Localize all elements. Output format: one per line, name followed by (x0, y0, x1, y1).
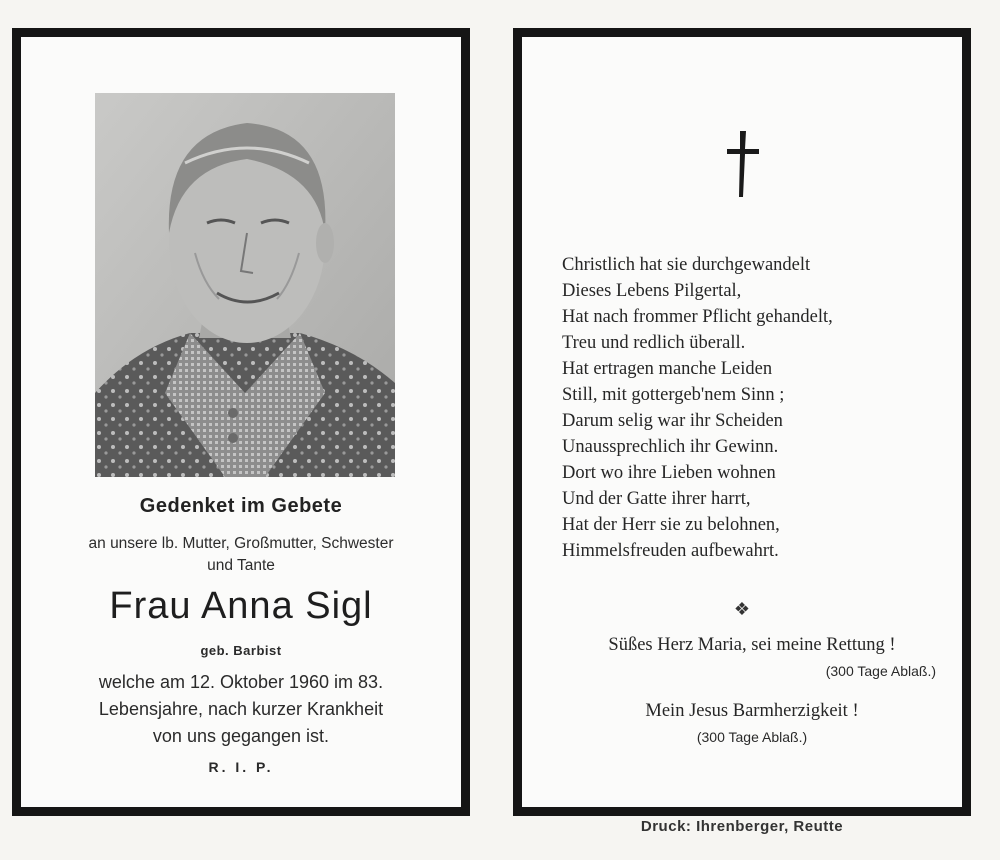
poem-line: Hat der Herr sie zu belohnen, (562, 515, 780, 535)
maiden-name: geb. Barbist (200, 643, 282, 658)
death-details (21, 669, 461, 750)
poem-line: Hat ertragen manche Leiden (562, 359, 773, 379)
prayer-line: Süßes Herz Maria, sei meine Rettung ! (608, 635, 896, 655)
intro-line: und Tante (207, 557, 275, 574)
memorial-card-back (513, 28, 971, 816)
poem-line: Dieses Lebens Pilgertal, (562, 281, 742, 301)
indulgence-note: (300 Tage Ablaß.) (696, 729, 808, 745)
memorial-card-front (12, 28, 470, 816)
poem-line: Still, mit gottergeb'nem Sinn ; (562, 385, 785, 405)
heading: Gedenket im Gebete (139, 495, 343, 517)
rip-text: R. I. P. (208, 759, 274, 775)
portrait-photo (95, 93, 395, 477)
poem-line: Und der Gatte ihrer harrt, (562, 489, 751, 509)
poem-line: Himmelsfreuden aufbewahrt. (562, 541, 779, 561)
poem-line: Hat nach frommer Pflicht gehandelt, (562, 307, 833, 327)
details-line: Lebensjahre, nach kurzer Krankheit (98, 699, 384, 719)
indulgence-note: (300 Tage Ablaß.) (825, 663, 936, 679)
intro-text (21, 533, 461, 577)
prayer-line: Mein Jesus Barmherzigkeit ! (645, 701, 859, 721)
deceased-name: Frau Anna Sigl (109, 585, 373, 627)
poem-line: Dort wo ihre Lieben wohnen (562, 463, 776, 483)
intro-line: an unsere lb. Mutter, Großmutter, Schwester (88, 535, 394, 552)
printer-credit: Druck: Ihrenberger, Reutte (640, 818, 844, 835)
poem-line: Unaussprechlich ihr Gewinn. (562, 437, 779, 457)
cross-icon (725, 129, 761, 199)
details-line: von uns gegangen ist. (152, 726, 330, 746)
poem-line: Darum selig war ihr Scheiden (562, 411, 783, 431)
poem (562, 252, 942, 564)
poem-line: Christlich hat sie durchgewandelt (562, 255, 811, 275)
poem-line: Treu und redlich überall. (562, 333, 746, 353)
ornament-icon: ❖ (733, 599, 751, 619)
details-line: welche am 12. Oktober 1960 im 83. (98, 672, 384, 692)
